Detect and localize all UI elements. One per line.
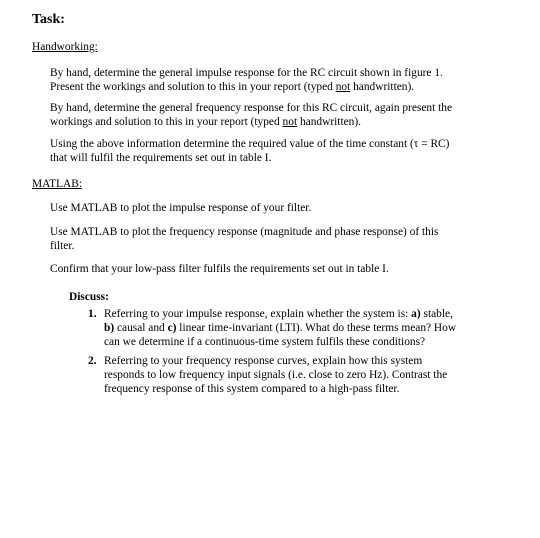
discuss-item-1 — [88, 307, 488, 349]
item-number: 1. — [88, 308, 97, 320]
text-line: handwritten). — [297, 116, 362, 128]
text-line: Referring to your frequency response curves, explain how this system — [104, 355, 423, 367]
text-line: linear time-invariant (LTI). What do these terms mean? How — [176, 322, 457, 334]
text-line: Referring to your impulse response, explain whether the system is: — [104, 308, 412, 320]
matlab-paragraph-3: Confirm that your low-pass filter fulfils the requirements set out in table I. — [50, 263, 389, 275]
text-line: handwritten). — [350, 81, 415, 93]
text-line: workings and solution to this in your report (typed — [50, 116, 283, 128]
text-line: frequency response of this system compared to a high-pass filter. — [104, 383, 400, 395]
handworking-paragraph-1 — [50, 66, 490, 94]
emphasis-not: not — [282, 116, 298, 128]
text-line: causal and — [114, 322, 168, 334]
handworking-heading: Handworking: — [32, 41, 98, 53]
discuss-item-2 — [88, 354, 488, 396]
item-number: 2. — [88, 355, 97, 367]
label-c: c) — [167, 322, 177, 334]
item-text — [104, 354, 488, 396]
handworking-paragraph-2 — [50, 101, 490, 129]
text-line: Use MATLAB to plot the frequency response (magnitude and phase response) of this — [50, 226, 439, 238]
discuss-heading: Discuss: — [69, 291, 109, 303]
matlab-paragraph-2 — [50, 225, 490, 253]
text-line: Present the workings and solution to this in your report (typed — [50, 81, 336, 93]
label-a: a) — [411, 308, 421, 320]
text-line: Using the above information determine the required value of the time constant (τ = RC) — [50, 138, 450, 150]
text-line: can we determine if a continuous-time system fulfils these conditions? — [104, 336, 426, 348]
matlab-paragraph-1: Use MATLAB to plot the impulse response of your filter. — [50, 202, 312, 214]
text-line: stable, — [420, 308, 453, 320]
text-line: responds to low frequency input signals (i.e. close to zero Hz). Contrast the — [104, 369, 448, 381]
text-line: filter. — [50, 240, 75, 252]
item-text — [104, 307, 488, 349]
text-line: By hand, determine the general frequency response for this RC circuit, again present the — [50, 102, 453, 114]
text-line: By hand, determine the general impulse response for the RC circuit shown in figure 1. — [50, 67, 443, 79]
matlab-heading: MATLAB: — [32, 178, 82, 190]
handworking-paragraph-3 — [50, 137, 490, 165]
emphasis-not: not — [335, 81, 351, 93]
text-line: that will fulfil the requirements set out in table I. — [50, 152, 272, 164]
label-b: b) — [104, 322, 115, 334]
task-title: Task: — [32, 12, 65, 27]
